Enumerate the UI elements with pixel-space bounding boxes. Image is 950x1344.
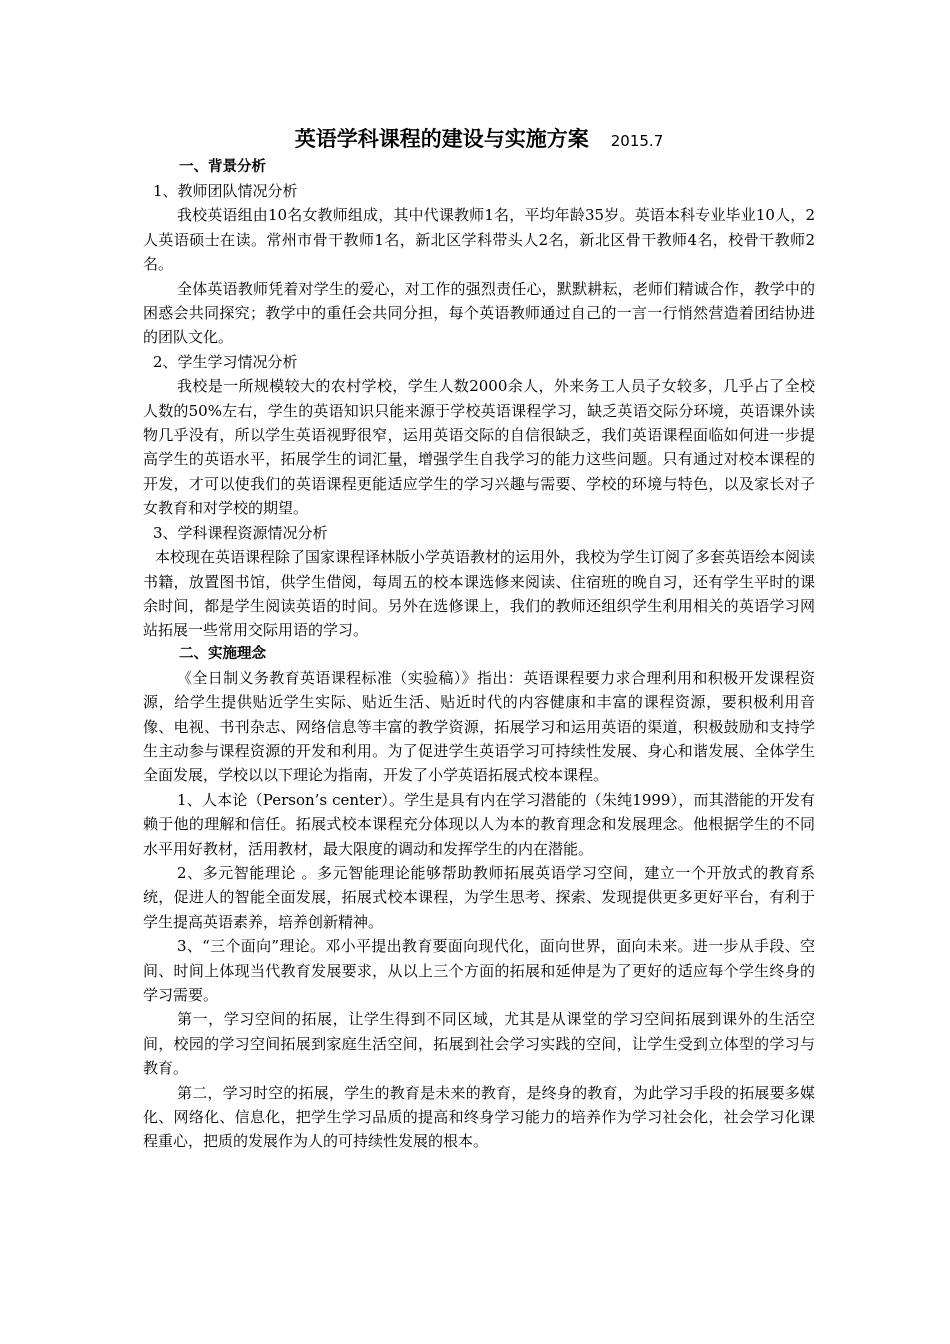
subheading-student-learning: 2、学生学习情况分析 [153,352,298,371]
section-heading-background: 一、背景分析 [179,159,266,175]
subheading-course-resources: 3、学科课程资源情况分析 [153,523,328,542]
paragraph: 2、多元智能理论 。多元智能理论能够帮助教师拓展英语学习空间，建立一个开放式的教育系统，促进人的智能全面发展，拓展式校本课程，为学生思考、探索、发现提供更多更好平台，有利于学生提高英语素养，培养创新精神。 [143,863,815,931]
paragraph: 3、“三个面向”理论。邓小平提出教育要面向现代化，面向世界，面向未来。进一步从手段、空间、时间上体现当代教育发展要求，从以上三个方面的拓展和延伸是为了更好的适应每个学生终身的学习需要。 [143,937,815,1004]
paragraph: 全体英语教师凭着对学生的爱心，对工作的强烈责任心，默默耕耘，老师们精诚合作，教学中的困惑会共同探究；教学中的重任会共同分担，每个英语教师通过自己的一言一行悄然营造着团结协进的团队文化。 [143,279,815,347]
paragraph: 1、人本论（Person’s center）。学生是具有内在学习潜能的（朱纯1999），而其潜能的开发有赖于他的理解和信任。拓展式校本课程充分体现以人为本的教育理念和发展理念。他根据学生的不同水平用好教材，活用教材，最大限度的调动和发挥学生的内在潜能。 [143,790,815,858]
paragraph: 我校英语组由10名女教师组成，其中代课教师1名，平均年龄35岁。英语本科专业毕业10人，2人英语硕士在读。常州市骨干教师1名，新北区学科带头人2名，新北区骨干教师4名，校骨干教师2名。 [143,206,815,274]
document-page [143,122,815,1154]
paragraph: 第二，学习时空的拓展，学生的教育是未来的教育，是终身的教育，为此学习手段的拓展要多媒化、网络化、信息化，把学生学习品质的提高和终身学习能力的培养作为学习社会化，社会学习化课程重心，把质的发展作为人的可持续性发展的根本。 [143,1083,815,1151]
paragraph: 我校是一所规模较大的农村学校，学生人数2000余人，外来务工人员子女较多，几乎占了全校人数的50%左右，学生的英语知识只能来源于学校英语课程学习，缺乏英语交际分环境，英语课外读物几乎没有，所以学生英语视野很窄，运用英语交际的自信很缺乏，我们英语课程面临如何进一步提高学生的英语水平，拓展学生的词汇量，增强学生自我学习的能力这些问题。只有通过对校本课程的开发，才可以使我们的英语课程更能适应学生的学习兴趣与需要、学校的环境与特色，以及家长对子女教育和对学校的期望。 [143,377,815,518]
title-row [143,122,815,156]
document-date: 2015.7 [610,132,664,150]
section-heading-philosophy: 二、实施理念 [179,645,266,662]
paragraph: 第一，学习空间的拓展，让学生得到不同区域，尤其是从课堂的学习空间拓展到课外的生活空间，校园的学习空间拓展到家庭生活空间，拓展到社会学习实践的空间，让学生受到立体型的学习与教育。 [143,1010,815,1078]
paragraph: 本校现在英语课程除了国家课程译林版小学英语教材的运用外，我校为学生订阅了多套英语绘本阅读书籍，放置图书馆，供学生借阅，每周五的校本课选修来阅读、住宿班的晚自习，还有学生平时的课余时间，都是学生阅读英语的时间。另外在选修课上，我们的教师还组织学生利用相关的英语学习网站拓展一些常用交际用语的学习。 [143,548,816,640]
paragraph: 《全日制义务教育英语课程标准（实验稿）》指出：英语课程要力求合理利用和积极开发课程资源，给学生提供贴近学生实际、贴近生活、贴近时代的内容健康和丰富的课程资源，要积极利用音像、电视、书刊杂志、网络信息等丰富的教学资源，拓展学习和运用英语的渠道，积极鼓励和支持学生主动参与课程资源的开发和利用。为了促进学生英语学习可持续性发展、身心和谐发展、全体学生全面发展，学校以以下理论为指南，开发了小学英语拓展式校本课程。 [143,668,815,785]
subheading-teacher-team: 1、教师团队情况分析 [153,182,298,200]
document-title: 英语学科课程的建设与实施方案 [294,127,589,151]
